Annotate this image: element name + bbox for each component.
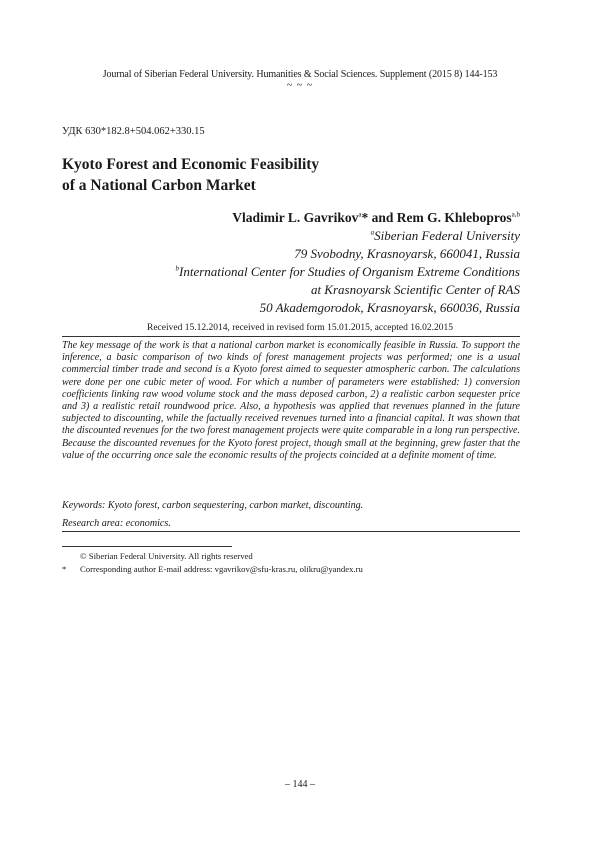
journal-header: Journal of Siberian Federal University. Humanities & Social Sciences. Supplement (2015 8) 144-153 [102, 69, 498, 80]
author-2-affil: a,b [511, 210, 520, 219]
title-line-2: of a National Carbon Market [62, 177, 256, 194]
abstract: The key message of the work is that a national carbon market is economically feasible in Russia. To support the inference, a basic comparison of two kinds of forest management projects was performed; one is a usual commercial timber trade and second is a Kyoto forest aimed to sequester atmospheric carbon. The calculations were done per one cubic meter of wood. For which a number of parameters were established: 1) conversion coefficients linking raw wood volume stock and the mass deposed carbon, 2) a realistic carbon sequester price and 3) a realistic retail roundwood price. Also, a hypothesis was applied that revenues planned in the future subjected to discounting, while the factually received revenues turned into a financial capital. It was shown that the discounted revenues for the two forest management projects were quite comparable in a long run perspective. Because the discounted revenues for the Kyoto forest project, though small at the beginning, grew faster that the value of the occurring once sale the economic results of the projects coincided at a definite moment of time. [62, 340, 520, 461]
authors [232, 210, 520, 226]
copyright-footnote: © Siberian Federal University. All rights reserved [80, 551, 253, 561]
author-2: Rem G. Khlebopros [396, 210, 512, 225]
footnote-divider [62, 546, 232, 547]
divider [62, 531, 520, 532]
affiliation-text: 50 Akademgorodok, Krasnoyarsk, 660036, Russia [259, 300, 520, 315]
research-area: Research area: economics. [62, 518, 171, 529]
authors-and: and [368, 210, 397, 225]
corresponding-footnote: Corresponding author E-mail address: vgavrikov@sfu-kras.ru, olikru@yandex.ru [80, 564, 363, 574]
affiliation-sup: a [370, 228, 375, 237]
udk-code: УДК 630*182.8+504.062+330.15 [62, 126, 205, 137]
header-ornament: ~ ~ ~ [286, 80, 314, 91]
footnote-star: * [62, 564, 67, 574]
author-1-affil: a [358, 210, 362, 219]
affiliation-line [176, 264, 521, 280]
affiliation-line [260, 300, 520, 316]
received-dates: Received 15.12.2014, received in revised form 15.01.2015, accepted 16.02.2015 [146, 323, 454, 333]
page-number: – 144 – [285, 779, 315, 790]
paper-title [62, 154, 319, 196]
title-line-1: Kyoto Forest and Economic Feasibility [62, 156, 320, 173]
affiliation-text: at Krasnoyarsk Scientific Center of RAS [310, 282, 520, 297]
affiliation-line [294, 246, 520, 262]
affiliation-text: 79 Svobodny, Krasnoyarsk, 660041, Russia [294, 246, 520, 261]
affiliation-text: Siberian Federal University [374, 228, 520, 243]
affiliation-line [371, 228, 520, 244]
author-1: Vladimir L. Gavrikov [232, 210, 359, 225]
affiliation-sup: b [175, 264, 179, 273]
affiliation-line [311, 282, 520, 298]
divider [62, 336, 520, 337]
keywords: Keywords: Kyoto forest, carbon sequestering, carbon market, discounting. [62, 500, 364, 511]
author-1-star: * [361, 210, 369, 225]
affiliation-text: International Center for Studies of Organism Extreme Conditions [179, 264, 520, 279]
